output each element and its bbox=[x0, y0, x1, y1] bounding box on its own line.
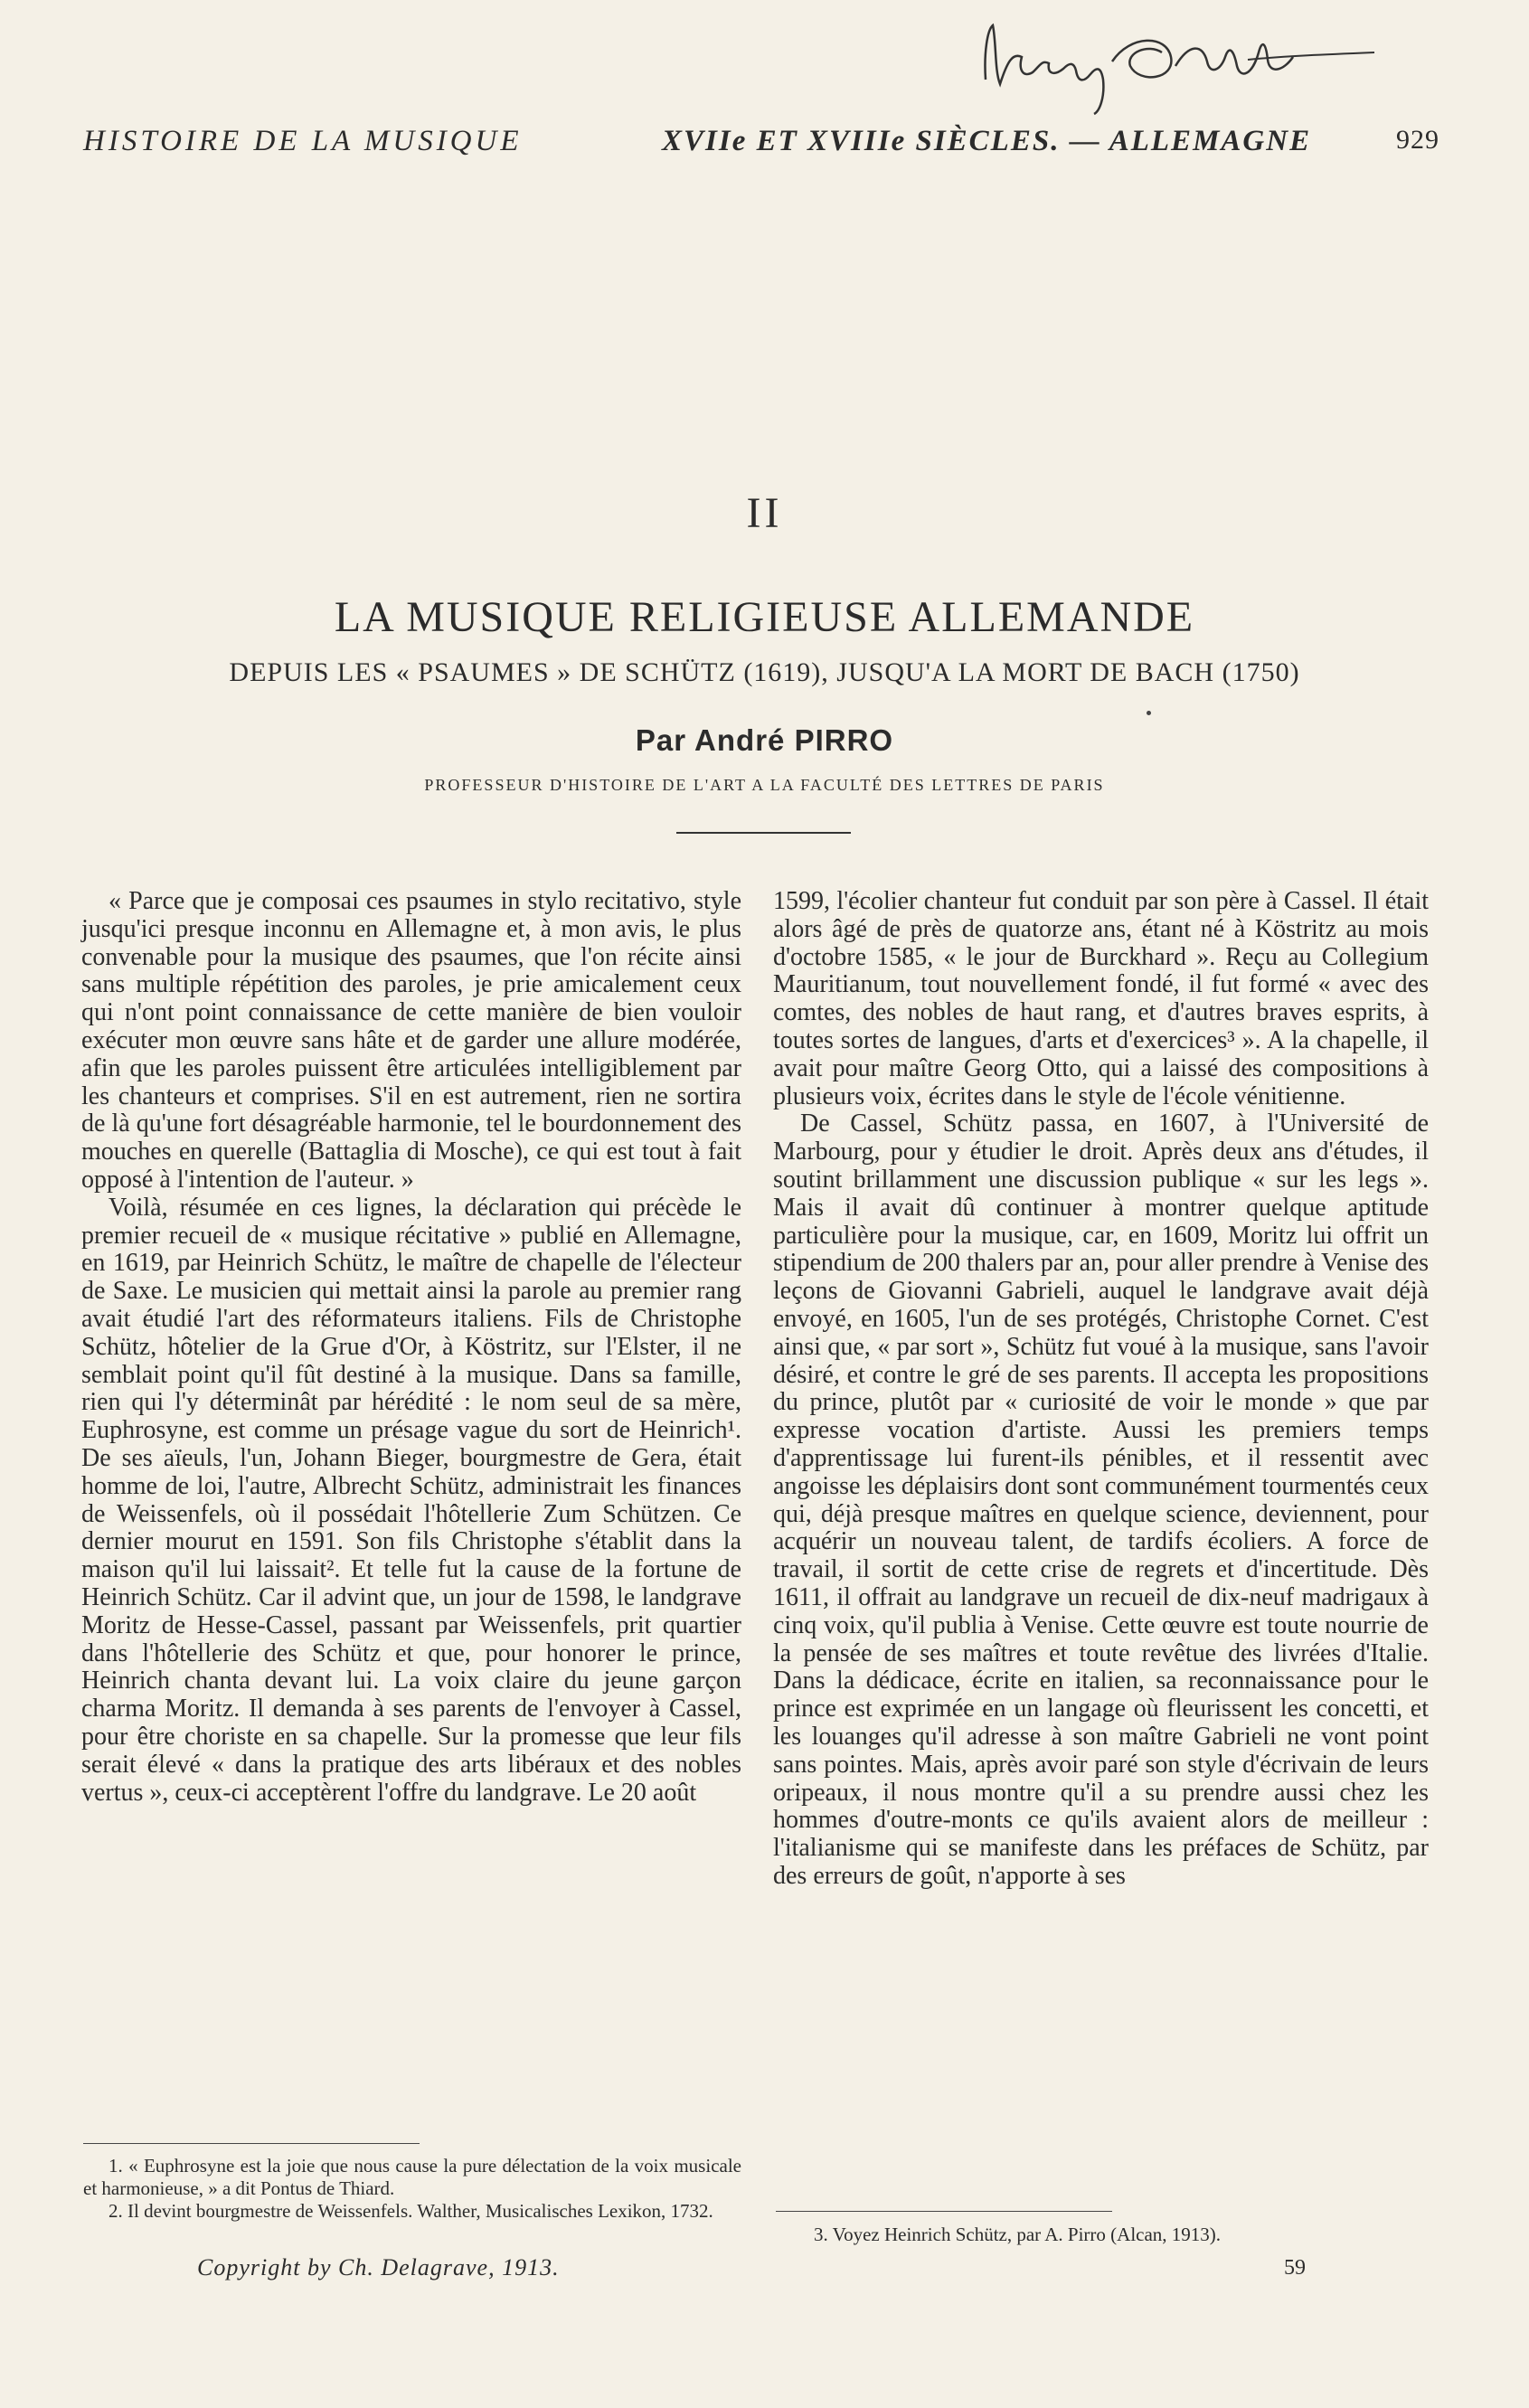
page-number: 929 bbox=[1396, 125, 1439, 155]
footnote: 1. « Euphrosyne est la joie que nous cause la pure délectation de la voix musicale et harmonieuse, » a dit Pontus de Thiard. bbox=[83, 2155, 741, 2199]
running-head-left: HISTOIRE DE LA MUSIQUE bbox=[83, 125, 523, 157]
handwritten-signature-icon bbox=[977, 16, 1392, 116]
paragraph: « Parce que je composai ces psaumes in stylo recitativo, style jusqu'ici presque inconnu en Allemagne et, à mon avis, le plus convenable pour la musique des psaumes, que l'on récite ainsi sans multiple répétition des paroles, je prie amicalement ceux qui n'ont point connaissance de cette manière de bien vouloir exécuter mon œuvre sans hâte et de garder une allure modérée, afin que les paroles puissent être articulées intelligiblement par les chanteurs et comprises. S'il en est autrement, rien ne sortira de là qu'une fort désagréable harmonie, tel le bourdonnement des mouches en querelle (Battaglia di Mosche), ce qui est tout à fait opposé à l'intention de l'auteur. » bbox=[81, 887, 741, 1194]
article-title: LA MUSIQUE RELIGIEUSE ALLEMANDE bbox=[334, 593, 1195, 641]
chapter-number: II bbox=[746, 489, 783, 537]
title-divider bbox=[676, 832, 851, 834]
body-column-left bbox=[81, 888, 741, 2199]
footnotes-right bbox=[788, 2224, 1429, 2246]
sheet-number: 59 bbox=[1284, 2256, 1306, 2280]
copyright-line: Copyright by Ch. Delagrave, 1913. bbox=[197, 2254, 560, 2281]
footnotes-left bbox=[83, 2155, 741, 2223]
footnote: 3. Voyez Heinrich Schütz, par A. Pirro (Alcan, 1913). bbox=[814, 2224, 1222, 2245]
article-subtitle: DEPUIS LES « PSAUMES » DE SCHÜTZ (1619), JUSQU'A LA MORT DE BACH (1750) bbox=[229, 657, 1300, 687]
running-head-center: XVIIe ET XVIIIe SIÈCLES. — ALLEMAGNE bbox=[662, 125, 1312, 157]
paragraph: Voilà, résumée en ces lignes, la déclaration qui précède le premier recueil de « musique récitative » publié en Allemagne, en 1619, par Heinrich Schütz, le maître de chapelle de l'électeur de Saxe. Le musicien qui mettait ainsi la parole au premier rang avait étudié l'art des réformateurs italiens. Fils de Christophe Schütz, hôtelier de la Grue d'Or, à Köstritz, sur l'Elster, il ne semblait point qu'il fût destiné à la musique. Dans sa famille, rien qui l'y déterminât par hérédité : le nom seul de sa mère, Euphrosyne, est comme un présage vague du sort de Heinrich¹. De ses aïeuls, l'un, Johann Bieger, bourgmestre de Gera, était homme de loi, l'autre, Albrecht Schütz, administrait les finances de Weissenfels, où il possédait l'hôtellerie Zum Schützen. Ce dernier mourut en 1591. Son fils Christophe s'établit dans la maison qu'il lui laissait². Et telle fut la cause de la fortune de Heinrich Schütz. Car il advint que, un jour de 1598, le landgrave Moritz de Hesse-Cassel, passant par Weissenfels, prit quartier dans l'hôtellerie des Schütz et que, pour honorer le prince, Heinrich chanta devant lui. La voix claire du jeune garçon charma Moritz. Il demanda à ses parents de l'envoyer à Cassel, pour être choriste en sa chapelle. Sur la promesse que leur fils serait élevé « dans la pratique des arts libéraux et des nobles vertus », ceux-ci acceptèrent l'offre du landgrave. Le 20 août bbox=[81, 1193, 741, 1807]
footnote-divider bbox=[776, 2211, 1112, 2212]
footnote-divider bbox=[83, 2143, 420, 2144]
decorative-dot bbox=[1147, 711, 1151, 715]
running-head bbox=[83, 125, 1439, 161]
footnote: 2. Il devint bourgmestre de Weissenfels. Walther, Musicalisches Lexikon, 1732. bbox=[109, 2200, 713, 2222]
paragraph: De Cassel, Schütz passa, en 1607, à l'Université de Marbourg, pour y étudier le droit. Après deux ans d'études, il soutint brillamment une discussion publique « sur les legs ». Mais il avait dû continuer à montrer quelque aptitude particulière pour la musique, car, en 1609, Moritz lui offrit un stipendium de 200 thalers par an, pour aller prendre à Venise des leçons de Giovanni Gabrieli, auquel le landgrave avait déjà envoyé, en 1605, l'un de ses protégés, Christophe Cornet. C'est ainsi que, « par sort », Schütz fut voué à la musique, sans l'avoir désiré, et contre le gré de ses parents. Il accepta les propositions du prince, plutôt par « curiosité de voir le monde » que par expresse vocation d'artiste. Aussi les premiers temps d'apprentissage lui furent-ils pénibles, et il ressentit avec angoisse les déplaisirs dont sont communément tourmentés ceux qui, déjà presque maîtres en quelque science, deviennent, pour acquérir un nouveau talent, de tardifs écoliers. A force de travail, il sortit de cette crise de regrets et d'incertitude. Dès 1611, il offrait au landgrave un recueil de dix-neuf madrigaux à cinq voix, qu'il publia à Venise. Cette œuvre est toute nourrie de la pensée de ses maîtres et toute revêtue des livrées d'Italie. Dans la dédicace, écrite en italien, sa reconnaissance pour le prince est exprimée en un langage où fleurissent les concetti, et les louanges qu'il adresse à son maître Gabrieli ne vont point sans pointes. Mais, après avoir paré son style d'écrivain de leurs oripeaux, il nous montre qu'il a su prendre aussi chez les hommes d'outre-monts ce qu'ils avaient alors de meilleur : l'italianisme qui se manifeste dans les préfaces de Schütz, par des erreurs de goût, n'apporte à ses bbox=[773, 1110, 1429, 1890]
body-column-right bbox=[773, 888, 1429, 2208]
author-affiliation: PROFESSEUR D'HISTOIRE DE L'ART A LA FACULTÉ DES LETTRES DE PARIS bbox=[424, 776, 1105, 794]
author-line: Par André PIRRO bbox=[635, 723, 894, 757]
paragraph: 1599, l'écolier chanteur fut conduit par son père à Cassel. Il était alors âgé de près de quatorze ans, étant né à Köstritz au mois d'octobre 1585, « le jour de Burckhard ». Reçu au Collegium Mauritianum, tout nouvellement fondé, il fut formé « avec des comtes, des nobles de haut rang, et d'autres braves esprits, à toutes sortes de langues, d'arts et d'exercices³ ». A la chapelle, il avait pour maître Georg Otto, qui a laissé des compositions à plusieurs voix, écrites dans le style de l'école vénitienne. bbox=[773, 887, 1429, 1110]
